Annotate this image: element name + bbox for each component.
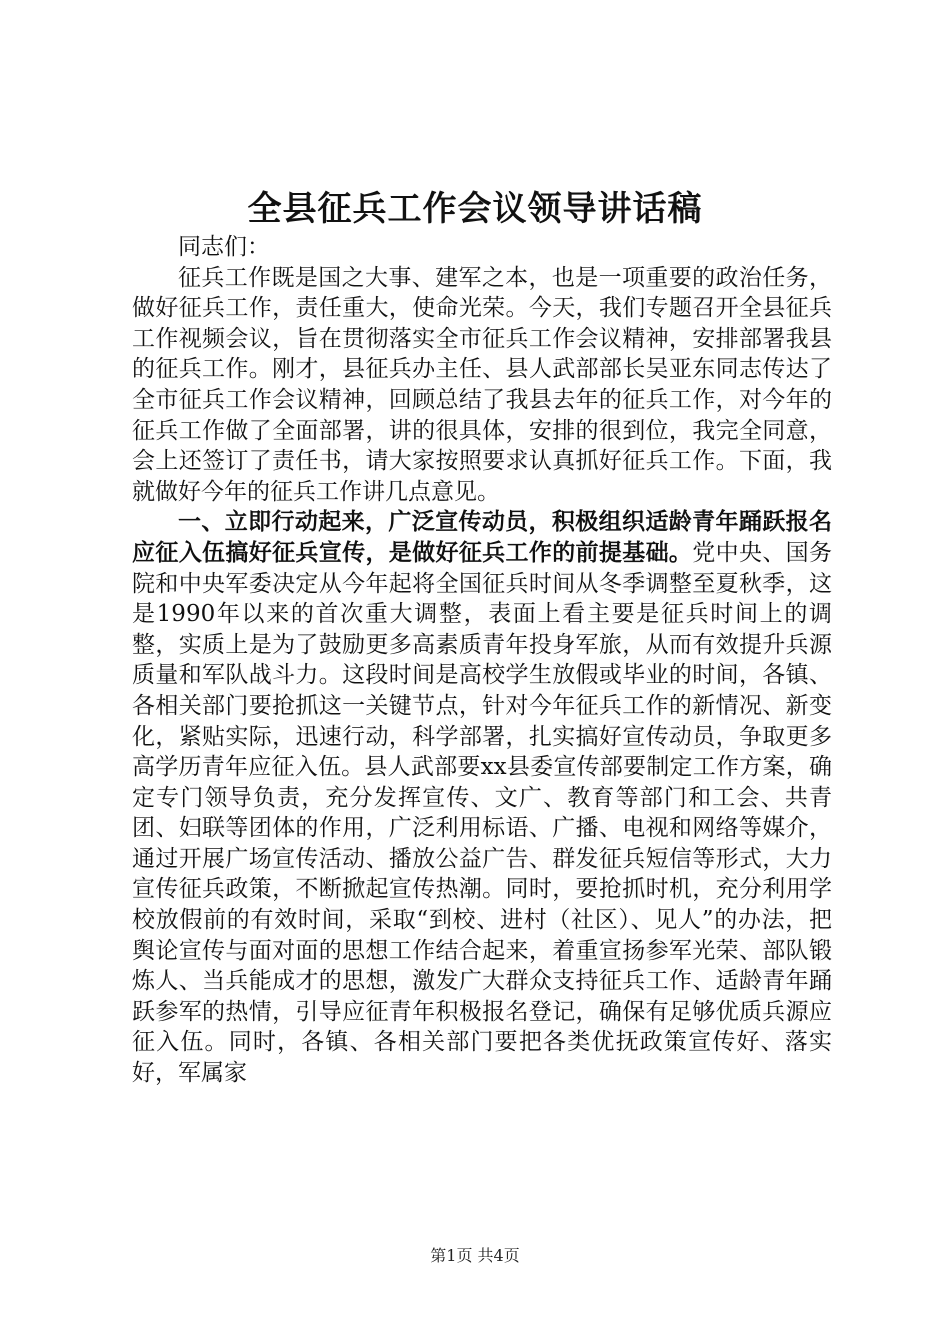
document-body: [132, 232, 832, 1089]
section-body-text: 党中央、国务院和中央军委决定从今年起将全国征兵时间从冬季调整至夏秋季，这是1990年以来的首次重大调整，表面上看主要是征兵时间上的调整，实质上是为了鼓励更多高素质青年投身军旅，从而有效提升兵源质量和军队战斗力。这段时间是高校学生放假或毕业的时间，各镇、各相关部门要抢抓这一关键节点，针对今年征兵工作的新情况、新变化，紧贴实际，迅速行动，科学部署，扎实搞好宣传动员，争取更多高学历青年应征入伍。县人武部要xx县委宣传部要制定工作方案，确定专门领导负责，充分发挥宣传、文广、教育等部门和工会、共青团、妇联等团体的作用，广泛利用标语、广播、电视和网络等媒介，通过开展广场宣传活动、播放公益广告、群发征兵短信等形式，大力宣传征兵政策，不断掀起宣传热潮。同时，要抢抓时机，充分利用学校放假前的有效时间，采取“到校、进村（社区）、见人”的办法，把舆论宣传与面对面的思想工作结合起来，着重宣扬参军光荣、部队锻炼人、当兵能成才的思想，激发广大群众支持征兵工作、适龄青年踊跃参军的热情，引导应征青年积极报名登记，确保有足够优质兵源应征入伍。同时，各镇、各相关部门要把各类优抚政策宣传好、落实好，军属家: [132, 539, 833, 1087]
page-footer: 第1页 共4页: [430, 1246, 520, 1265]
section-heading: 一、立即行动起来，广泛宣传动员，积极组织适龄青年踊跃报名应征入伍搞好征兵宣传，是做好征兵工作的前提基础。: [132, 508, 832, 566]
section-paragraph: [132, 507, 832, 1088]
greeting-paragraph: 同志们：: [178, 234, 270, 260]
intro-paragraph: 征兵工作既是国之大事、建军之本，也是一项重要的政治任务，做好征兵工作，责任重大，使命光荣。今天，我们专题召开全县征兵工作视频会议，旨在贯彻落实全市征兵工作会议精神，安排部署我县的征兵工作。刚才，县征兵办主任、县人武部部长吴亚东同志传达了全市征兵工作会议精神，回顾总结了我县去年的征兵工作，对今年的征兵工作做了全面部署，讲的很具体，安排的很到位，我完全同意，会上还签订了责任书，请大家按照要求认真抓好征兵工作。下面，我就做好今年的征兵工作讲几点意见。: [132, 264, 832, 505]
document-title: 全县征兵工作会议领导讲话稿: [247, 189, 703, 229]
